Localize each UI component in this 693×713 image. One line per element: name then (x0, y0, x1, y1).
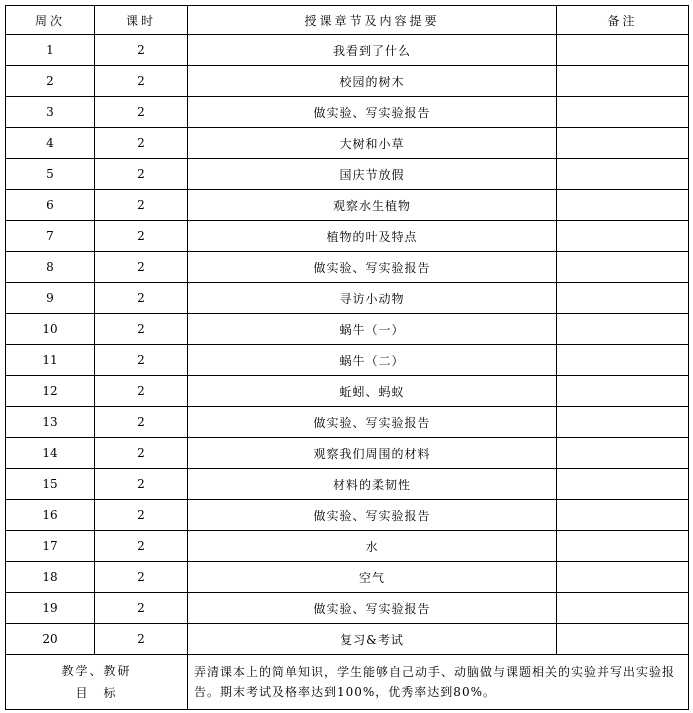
week-cell: 20 (6, 624, 95, 655)
content-cell: 蚯蚓、蚂蚁 (188, 376, 557, 407)
week-cell: 11 (6, 345, 95, 376)
content-cell: 材料的柔韧性 (188, 469, 557, 500)
goal-label-line2: 目 标 (75, 686, 118, 700)
table-row (6, 624, 689, 655)
table-row (6, 314, 689, 345)
hours-cell: 2 (95, 66, 188, 97)
table-row (6, 500, 689, 531)
remarks-cell (557, 35, 689, 66)
content-cell: 做实验、写实验报告 (188, 500, 557, 531)
content-cell: 空气 (188, 562, 557, 593)
remarks-cell (557, 407, 689, 438)
goal-label (6, 655, 188, 710)
week-cell: 2 (6, 66, 95, 97)
table-row (6, 252, 689, 283)
remarks-cell (557, 469, 689, 500)
remarks-cell (557, 624, 689, 655)
table-row (6, 469, 689, 500)
remarks-cell (557, 66, 689, 97)
week-cell: 3 (6, 97, 95, 128)
header-row (6, 6, 689, 35)
week-cell: 13 (6, 407, 95, 438)
content-cell: 大树和小草 (188, 128, 557, 159)
table-row (6, 376, 689, 407)
week-cell: 15 (6, 469, 95, 500)
remarks-cell (557, 283, 689, 314)
remarks-cell (557, 159, 689, 190)
goal-text: 弄清课本上的简单知识，学生能够自己动手、动脑做与课题相关的实验并写出实验报告。期末考试及格率达到100%，优秀率达到80%。 (188, 655, 689, 710)
remarks-cell (557, 314, 689, 345)
week-cell: 18 (6, 562, 95, 593)
hours-cell: 2 (95, 345, 188, 376)
content-cell: 观察我们周围的材料 (188, 438, 557, 469)
hours-cell: 2 (95, 159, 188, 190)
content-cell: 我看到了什么 (188, 35, 557, 66)
table-row (6, 66, 689, 97)
hours-cell: 2 (95, 376, 188, 407)
table-row (6, 35, 689, 66)
remarks-cell (557, 562, 689, 593)
schedule-body (6, 35, 689, 655)
content-cell: 做实验、写实验报告 (188, 407, 557, 438)
remarks-cell (557, 128, 689, 159)
header-remarks: 备注 (557, 6, 689, 35)
week-cell: 17 (6, 531, 95, 562)
week-cell: 19 (6, 593, 95, 624)
table-row (6, 159, 689, 190)
week-cell: 10 (6, 314, 95, 345)
hours-cell: 2 (95, 469, 188, 500)
hours-cell: 2 (95, 438, 188, 469)
header-content: 授课章节及内容提要 (188, 6, 557, 35)
content-cell: 寻访小动物 (188, 283, 557, 314)
remarks-cell (557, 97, 689, 128)
table-row (6, 190, 689, 221)
content-cell: 水 (188, 531, 557, 562)
content-cell: 蜗牛（二） (188, 345, 557, 376)
table-row (6, 438, 689, 469)
content-cell: 做实验、写实验报告 (188, 252, 557, 283)
remarks-cell (557, 593, 689, 624)
week-cell: 9 (6, 283, 95, 314)
content-cell: 植物的叶及特点 (188, 221, 557, 252)
week-cell: 12 (6, 376, 95, 407)
table-row (6, 593, 689, 624)
remarks-cell (557, 438, 689, 469)
hours-cell: 2 (95, 407, 188, 438)
content-cell: 复习&考试 (188, 624, 557, 655)
hours-cell: 2 (95, 221, 188, 252)
content-cell: 观察水生植物 (188, 190, 557, 221)
remarks-cell (557, 345, 689, 376)
table-row (6, 128, 689, 159)
remarks-cell (557, 500, 689, 531)
week-cell: 5 (6, 159, 95, 190)
hours-cell: 2 (95, 624, 188, 655)
week-cell: 4 (6, 128, 95, 159)
hours-cell: 2 (95, 314, 188, 345)
remarks-cell (557, 252, 689, 283)
hours-cell: 2 (95, 35, 188, 66)
hours-cell: 2 (95, 190, 188, 221)
content-cell: 校园的树木 (188, 66, 557, 97)
remarks-cell (557, 376, 689, 407)
hours-cell: 2 (95, 500, 188, 531)
content-cell: 国庆节放假 (188, 159, 557, 190)
table-row (6, 345, 689, 376)
week-cell: 8 (6, 252, 95, 283)
content-cell: 做实验、写实验报告 (188, 97, 557, 128)
week-cell: 14 (6, 438, 95, 469)
hours-cell: 2 (95, 283, 188, 314)
hours-cell: 2 (95, 97, 188, 128)
hours-cell: 2 (95, 128, 188, 159)
goal-row (6, 655, 689, 710)
remarks-cell (557, 190, 689, 221)
schedule-table (5, 5, 689, 710)
hours-cell: 2 (95, 593, 188, 624)
hours-cell: 2 (95, 252, 188, 283)
week-cell: 7 (6, 221, 95, 252)
header-hours: 课时 (95, 6, 188, 35)
content-cell: 蜗牛（一） (188, 314, 557, 345)
content-cell: 做实验、写实验报告 (188, 593, 557, 624)
week-cell: 1 (6, 35, 95, 66)
table-row (6, 221, 689, 252)
table-row (6, 97, 689, 128)
table-row (6, 562, 689, 593)
remarks-cell (557, 531, 689, 562)
week-cell: 6 (6, 190, 95, 221)
table-row (6, 407, 689, 438)
remarks-cell (557, 221, 689, 252)
table-row (6, 283, 689, 314)
table-row (6, 531, 689, 562)
week-cell: 16 (6, 500, 95, 531)
hours-cell: 2 (95, 562, 188, 593)
header-week: 周次 (6, 6, 95, 35)
hours-cell: 2 (95, 531, 188, 562)
goal-label-line1: 教学、教研 (61, 664, 132, 678)
